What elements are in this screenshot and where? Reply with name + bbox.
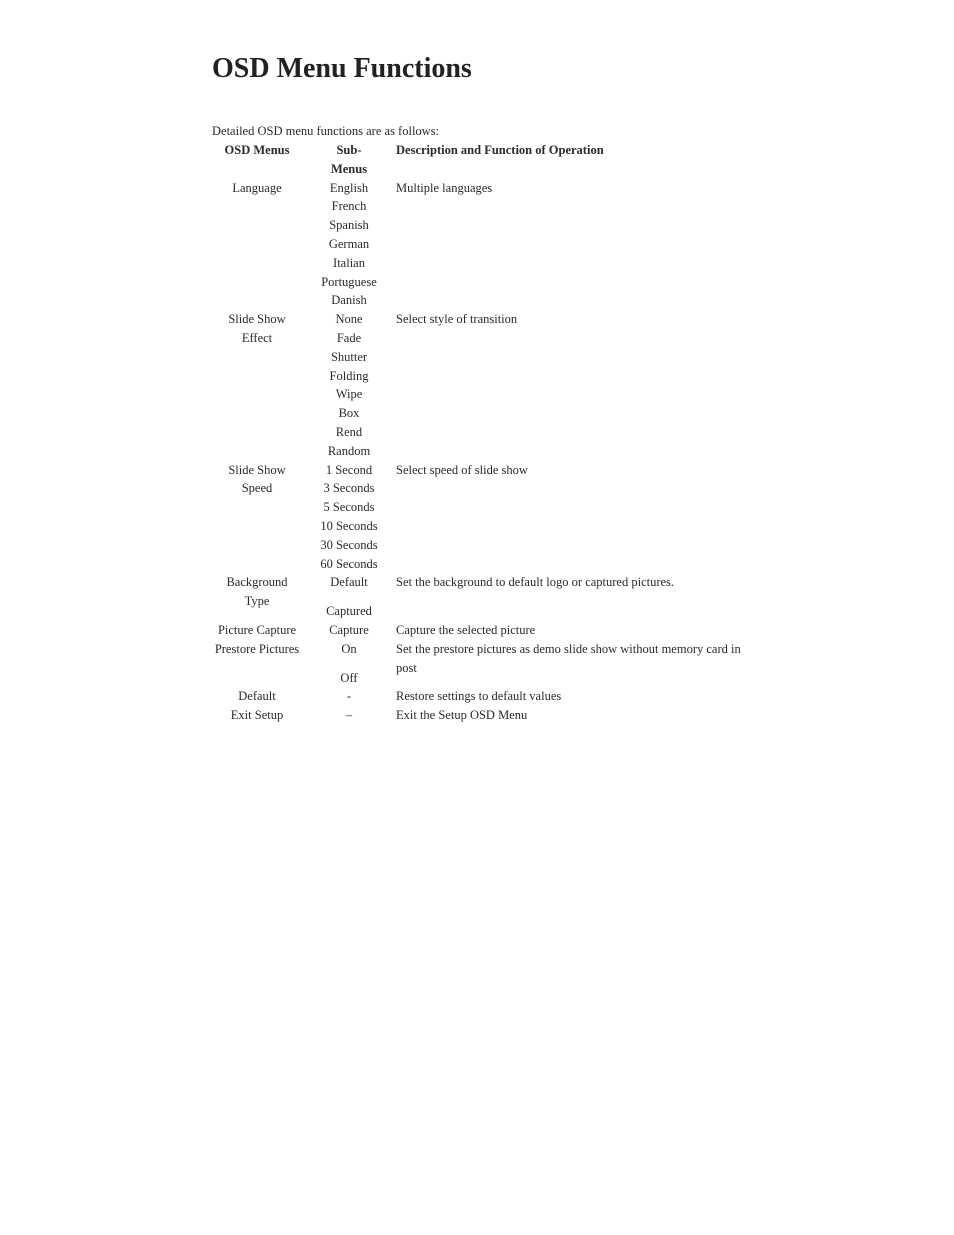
menu-cell (212, 640, 302, 688)
table-row (212, 687, 746, 706)
menu-cell (212, 573, 302, 621)
submenu-cell (302, 461, 396, 574)
header-sub-line2: Menus (330, 161, 368, 176)
submenu-option: 60 Seconds (320, 556, 378, 571)
submenu-cell (302, 621, 396, 640)
submenu-option: 10 Seconds (320, 518, 378, 533)
submenu-option: - (346, 689, 352, 704)
description-cell: Set the prestore pictures as demo slide show without memory card in post (396, 641, 741, 675)
header-sub-menus (302, 140, 396, 179)
menu-name: Prestore Pictures (214, 641, 300, 656)
submenu-option: Off (340, 670, 358, 685)
menu-name: Slide Show (228, 462, 286, 477)
table-row (212, 621, 746, 640)
description-cell: Capture the selected picture (396, 622, 536, 637)
submenu-cell (302, 179, 396, 311)
menu-name: Slide Show (228, 312, 286, 327)
submenu-option: 1 Second (325, 462, 373, 477)
submenu-option: Default (330, 575, 368, 590)
table-row (212, 640, 746, 688)
submenu-option: French (331, 199, 367, 214)
menu-name: Type (244, 594, 270, 609)
submenu-option: English (329, 180, 369, 195)
osd-menu-table (212, 140, 746, 725)
submenu-option: Folding (329, 368, 369, 383)
submenu-option: Shutter (330, 349, 368, 364)
page-title: OSD Menu Functions (212, 53, 472, 84)
header-osd-menus: OSD Menus (224, 143, 290, 157)
submenu-option: Italian (333, 255, 365, 270)
table-row (212, 461, 746, 574)
submenu-option: German (328, 236, 370, 251)
submenu-option: 5 Seconds (323, 500, 375, 515)
menu-name: Picture Capture (217, 622, 297, 637)
table-header-row (212, 140, 746, 179)
table-row (212, 179, 746, 311)
submenu-option: Portuguese (321, 274, 377, 289)
menu-cell (212, 461, 302, 574)
menu-cell (212, 706, 302, 725)
description-cell: Set the background to default logo or captured pictures. (396, 575, 675, 590)
menu-name: Language (232, 180, 282, 195)
submenu-option: Captured (326, 604, 372, 619)
submenu-option: Rend (335, 424, 363, 439)
submenu-option: – (345, 708, 353, 723)
submenu-option: Box (338, 406, 360, 421)
menu-name: Default (238, 689, 276, 704)
submenu-option: None (335, 312, 363, 327)
table-row (212, 706, 746, 725)
menu-cell (212, 621, 302, 640)
submenu-cell (302, 640, 396, 688)
submenu-cell (302, 573, 396, 621)
submenu-cell (302, 706, 396, 725)
submenu-cell (302, 310, 396, 460)
description-cell: Restore settings to default values (396, 689, 562, 704)
menu-name: Exit Setup (230, 708, 284, 723)
menu-name: Background (226, 575, 288, 590)
menu-name: Speed (241, 481, 273, 496)
menu-cell (212, 687, 302, 706)
header-description: Description and Function of Operation (396, 143, 604, 157)
submenu-option: Capture (329, 622, 369, 637)
submenu-option: On (341, 641, 357, 656)
submenu-cell (302, 687, 396, 706)
table-row (212, 573, 746, 621)
submenu-option: Random (327, 443, 371, 458)
submenu-option: Wipe (335, 387, 363, 402)
description-cell: Select style of transition (396, 312, 518, 327)
description-cell: Multiple languages (396, 180, 493, 195)
header-sub-line1: Sub- (336, 143, 362, 157)
submenu-option: 30 Seconds (320, 537, 378, 552)
submenu-option: Danish (331, 293, 367, 308)
intro-text: Detailed OSD menu functions are as follows: (212, 124, 440, 138)
description-cell: Exit the Setup OSD Menu (396, 708, 528, 723)
submenu-option: 3 Seconds (323, 481, 375, 496)
table-row (212, 310, 746, 460)
menu-name: Effect (241, 330, 273, 345)
menu-cell (212, 310, 302, 460)
description-cell: Select speed of slide show (396, 462, 528, 477)
submenu-option: Spanish (329, 218, 369, 233)
submenu-option: Fade (336, 330, 362, 345)
menu-cell (212, 179, 302, 311)
